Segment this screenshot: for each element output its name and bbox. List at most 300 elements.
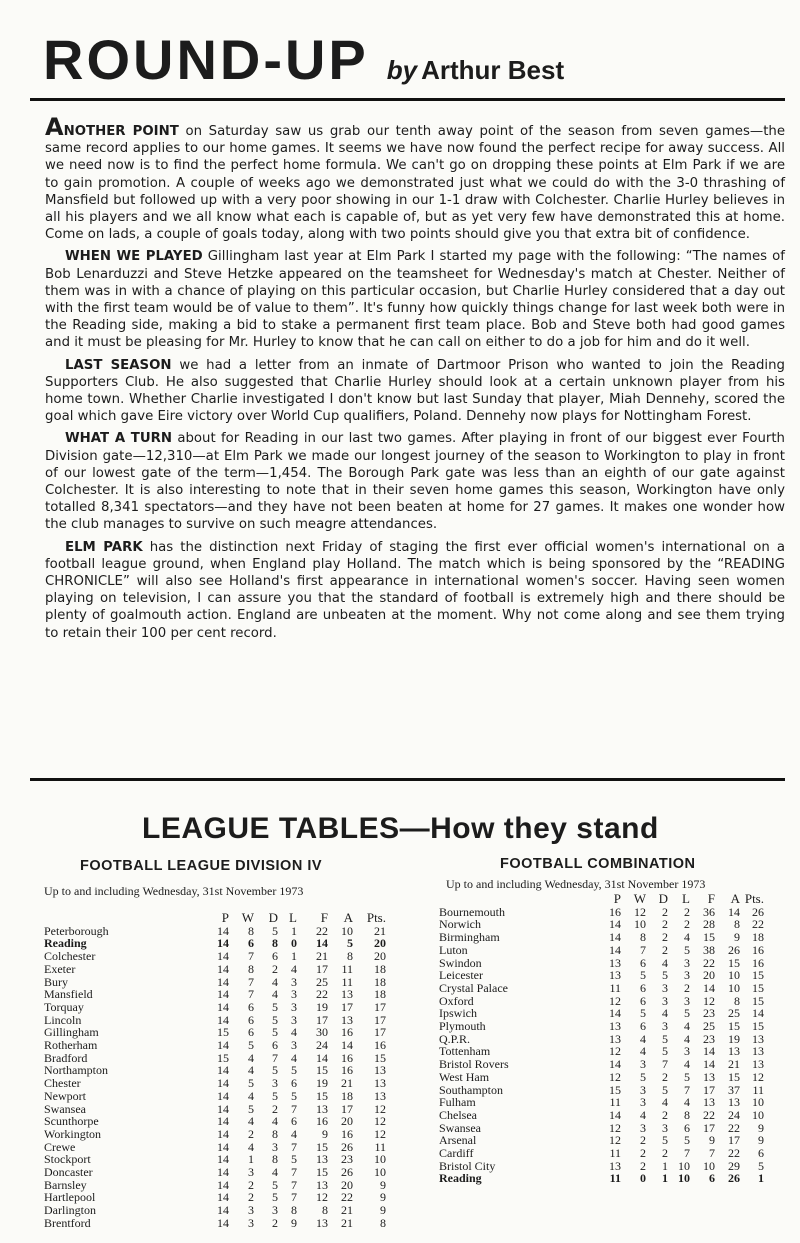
team-name-cell: Reading <box>439 1171 482 1186</box>
header-cell-team <box>44 912 209 925</box>
stat-cell: 15 <box>374 1050 386 1065</box>
stat-cell: 0 <box>291 936 297 951</box>
stat-cell: 12 <box>634 904 646 919</box>
stat-cell: 5 <box>662 1082 668 1097</box>
stat-cell: 4 <box>272 974 278 989</box>
stat-cell: 16 <box>609 904 621 919</box>
stat-cell: 20 <box>374 949 386 964</box>
stat-cell: 9 <box>291 1215 297 1230</box>
team-name-cell: Reading <box>44 936 87 951</box>
stat-cell: 1 <box>248 1152 254 1167</box>
stat-cell: 6 <box>640 1019 646 1034</box>
stat-cell: 13 <box>609 968 621 983</box>
stat-cell: 4 <box>291 1050 297 1065</box>
stat-cell: 4 <box>248 1063 254 1078</box>
team-name-cell: Bristol City <box>439 1158 496 1173</box>
team-name-cell: Oxford <box>439 993 474 1008</box>
stat-cell: 12 <box>316 1190 328 1205</box>
team-name-cell: Darlington <box>44 1203 96 1218</box>
stat-cell: 26 <box>341 1165 353 1180</box>
team-name-cell: Peterborough <box>44 923 109 938</box>
team-name-cell: Bournemouth <box>439 904 505 919</box>
stat-cell: 8 <box>248 923 254 938</box>
stat-cell: 3 <box>248 1165 254 1180</box>
stat-cell: 5 <box>248 1038 254 1053</box>
stat-cell: 3 <box>640 1095 646 1110</box>
stat-cell: 3 <box>272 1203 278 1218</box>
stat-cell: 12 <box>703 993 715 1008</box>
stat-cell: 5 <box>272 1012 278 1027</box>
table-row <box>439 1122 764 1135</box>
team-name-cell: Crystal Palace <box>439 980 508 995</box>
article-body <box>45 113 786 647</box>
table-header-row <box>44 912 386 925</box>
stat-cell: 22 <box>316 987 328 1002</box>
stat-cell: 5 <box>291 1063 297 1078</box>
stat-cell: 19 <box>728 1031 740 1046</box>
stat-cell: 30 <box>316 1025 328 1040</box>
stat-cell: 4 <box>272 987 278 1002</box>
stat-cell: 18 <box>374 974 386 989</box>
table-row <box>44 1077 386 1090</box>
stat-cell: 13 <box>341 987 353 1002</box>
stat-cell: 5 <box>662 968 668 983</box>
stat-cell: 11 <box>609 1146 621 1161</box>
stat-cell: 5 <box>272 923 278 938</box>
stat-cell: 20 <box>341 1177 353 1192</box>
table-row <box>439 1007 764 1020</box>
table-row <box>439 957 764 970</box>
stat-cell: 6 <box>248 1025 254 1040</box>
stat-cell: 1 <box>291 923 297 938</box>
stat-cell: 5 <box>640 968 646 983</box>
stat-cell: 14 <box>217 1190 229 1205</box>
stat-cell: 5 <box>662 1031 668 1046</box>
stat-cell: 5 <box>272 999 278 1014</box>
header-cell: L <box>289 910 297 925</box>
team-name-cell: Chester <box>44 1076 81 1091</box>
stat-cell: 7 <box>684 1146 690 1161</box>
team-name-cell: Stockport <box>44 1152 91 1167</box>
paragraph-text: about for Reading in our last two games. After playing in front of our biggest ever Fourth Division gate—12,310—at Elm Park we made our longest journey of the season to Workington to play in front of our lowest gate of the term—1,454. The Borough Park gate was less than an eighth of our gate against Colchester. It is also interesting to note that in their seven home games this season, Workington have only totalled 8,341 spectators—and they have not been beaten at home for 27 games. It makes one wonder how the club manages to survive on such meagre attendances. <box>45 431 785 533</box>
stat-cell: 6 <box>291 1076 297 1091</box>
table-row <box>44 937 386 950</box>
stat-cell: 8 <box>380 1215 386 1230</box>
stat-cell: 15 <box>752 980 764 995</box>
stat-cell: 13 <box>374 1076 386 1091</box>
table-header-row <box>439 893 764 906</box>
stat-cell: 1 <box>291 949 297 964</box>
stat-cell: 14 <box>316 1050 328 1065</box>
team-name-cell: Workington <box>44 1126 102 1141</box>
stat-cell: 2 <box>662 1069 668 1084</box>
stat-cell: 36 <box>703 904 715 919</box>
stat-cell: 22 <box>728 1146 740 1161</box>
stat-cell: 14 <box>217 961 229 976</box>
stat-cell: 3 <box>684 968 690 983</box>
stat-cell: 15 <box>609 1082 621 1097</box>
stat-cell: 6 <box>272 949 278 964</box>
stat-cell: 25 <box>728 1006 740 1021</box>
stat-cell: 22 <box>316 923 328 938</box>
stat-cell: 21 <box>374 923 386 938</box>
team-name-cell: Arsenal <box>439 1133 477 1148</box>
team-name-cell: Exeter <box>44 961 76 976</box>
stat-cell: 18 <box>752 930 764 945</box>
stat-cell: 25 <box>703 1019 715 1034</box>
paragraph-lead: WHEN WE PLAYED <box>65 249 203 265</box>
stat-cell: 16 <box>341 1126 353 1141</box>
stat-cell: 8 <box>272 1126 278 1141</box>
stat-cell: 2 <box>684 980 690 995</box>
stat-cell: 14 <box>217 1177 229 1192</box>
team-name-cell: Q.P.R. <box>439 1031 471 1046</box>
stat-cell: 16 <box>341 1025 353 1040</box>
stat-cell: 13 <box>752 1044 764 1059</box>
team-name-cell: Birmingham <box>439 930 500 945</box>
stat-cell: 10 <box>634 917 646 932</box>
stat-cell: 2 <box>640 1158 646 1173</box>
stat-cell: 25 <box>316 974 328 989</box>
stat-cell: 10 <box>752 1095 764 1110</box>
stat-cell: 5 <box>684 942 690 957</box>
stat-cell: 9 <box>380 1190 386 1205</box>
stat-cell: 14 <box>217 1038 229 1053</box>
stat-cell: 14 <box>728 904 740 919</box>
stat-cell: 18 <box>374 987 386 1002</box>
table-row <box>439 931 764 944</box>
stat-cell: 5 <box>662 1133 668 1148</box>
stat-cell: 1 <box>662 1171 668 1186</box>
stat-cell: 3 <box>684 993 690 1008</box>
team-name-cell: Scunthorpe <box>44 1114 99 1129</box>
team-name-cell: Swansea <box>439 1120 481 1135</box>
stat-cell: 13 <box>341 1012 353 1027</box>
stat-cell: 15 <box>752 968 764 983</box>
stat-cell: 7 <box>291 1190 297 1205</box>
stat-cell: 13 <box>703 1095 715 1110</box>
stat-cell: 4 <box>684 1057 690 1072</box>
stat-cell: 4 <box>684 1019 690 1034</box>
stat-cell: 8 <box>272 936 278 951</box>
team-name-cell: Luton <box>439 942 468 957</box>
stat-cell: 26 <box>752 904 764 919</box>
stat-cell: 10 <box>728 980 740 995</box>
team-name-cell: Hartlepool <box>44 1190 96 1205</box>
stat-cell: 1 <box>662 1158 668 1173</box>
stat-cell: 14 <box>609 1107 621 1122</box>
stat-cell: 14 <box>217 1114 229 1129</box>
stat-cell: 26 <box>728 1171 740 1186</box>
stat-cell: 7 <box>291 1165 297 1180</box>
stat-cell: 14 <box>752 1006 764 1021</box>
stat-cell: 7 <box>684 1082 690 1097</box>
stat-cell: 23 <box>341 1152 353 1167</box>
stat-cell: 2 <box>662 930 668 945</box>
stat-cell: 3 <box>640 1057 646 1072</box>
stat-cell: 7 <box>272 1050 278 1065</box>
stat-cell: 17 <box>341 1101 353 1116</box>
stat-cell: 4 <box>248 1114 254 1129</box>
stat-cell: 13 <box>316 1215 328 1230</box>
stat-cell: 13 <box>374 1088 386 1103</box>
stat-cell: 15 <box>752 993 764 1008</box>
paragraph-text: Gillingham last year at Elm Park I started my page with the following: “The names of Bob Lenarduzzi and Steve Hetzke appeared on the teamsheet for Wednesday's match at Chester. Neither of them was in with a chance of playing on this particular occasion, but Charlie Hurley considered that a day out with the first team would be of value to them”. It's funny how quickly things change for last week both were in the Reading side, making a bid to stake a permanent first team place. Bob and Steve both had good games and it must be pleasing for Mr. Hurley to know that he can call on either to do a job for him and do it well. <box>45 249 785 351</box>
stat-cell: 16 <box>316 1114 328 1129</box>
stat-cell: 5 <box>640 1069 646 1084</box>
table-row <box>439 1020 764 1033</box>
stat-cell: 5 <box>640 1006 646 1021</box>
stat-cell: 6 <box>272 1038 278 1053</box>
league-tables-title: LEAGUE TABLES—How they stand <box>142 812 659 845</box>
stat-cell: 11 <box>609 980 621 995</box>
table-row <box>44 963 386 976</box>
team-name-cell: Lincoln <box>44 1012 82 1027</box>
table-row <box>44 950 386 963</box>
stat-cell: 7 <box>709 1146 715 1161</box>
stat-cell: 13 <box>609 1158 621 1173</box>
stat-cell: 14 <box>217 1203 229 1218</box>
stat-cell: 8 <box>684 1107 690 1122</box>
table-row <box>439 1147 764 1160</box>
drop-cap: A <box>45 113 64 141</box>
team-name-cell: Torquay <box>44 999 84 1014</box>
stat-cell: 18 <box>374 961 386 976</box>
stat-cell: 13 <box>728 1095 740 1110</box>
team-name-cell: Gillingham <box>44 1025 99 1040</box>
stat-cell: 13 <box>316 1101 328 1116</box>
stat-cell: 7 <box>248 987 254 1002</box>
stat-cell: 5 <box>248 1076 254 1091</box>
stat-cell: 15 <box>728 1069 740 1084</box>
stat-cell: 4 <box>640 1031 646 1046</box>
stat-cell: 13 <box>703 1069 715 1084</box>
div4-table <box>44 912 386 1230</box>
stat-cell: 14 <box>316 936 328 951</box>
stat-cell: 4 <box>640 1044 646 1059</box>
stat-cell: 10 <box>678 1158 690 1173</box>
header-cell: Pts. <box>744 891 764 906</box>
stat-cell: 14 <box>217 1215 229 1230</box>
stat-cell: 3 <box>662 1019 668 1034</box>
stat-cell: 12 <box>609 1044 621 1059</box>
stat-cell: 20 <box>703 968 715 983</box>
team-name-cell: Bury <box>44 974 68 989</box>
stat-cell: 12 <box>374 1101 386 1116</box>
stat-cell: 23 <box>703 1006 715 1021</box>
team-name-cell: Brentford <box>44 1215 91 1230</box>
table-row <box>44 1128 386 1141</box>
stat-cell: 3 <box>272 1076 278 1091</box>
table-row <box>439 1160 764 1173</box>
stat-cell: 11 <box>341 974 353 989</box>
stat-cell: 16 <box>341 1063 353 1078</box>
stat-cell: 4 <box>291 961 297 976</box>
table-row <box>439 1134 764 1147</box>
stat-cell: 14 <box>609 1057 621 1072</box>
table-row <box>439 1109 764 1122</box>
table-row <box>44 1179 386 1192</box>
stat-cell: 15 <box>217 1025 229 1040</box>
stat-cell: 8 <box>734 917 740 932</box>
stat-cell: 16 <box>341 1050 353 1065</box>
stat-cell: 13 <box>609 1019 621 1034</box>
header-cell: F <box>707 891 715 906</box>
stat-cell: 7 <box>640 942 646 957</box>
stat-cell: 5 <box>291 1152 297 1167</box>
stat-cell: 17 <box>374 1025 386 1040</box>
stat-cell: 4 <box>291 1025 297 1040</box>
stat-cell: 15 <box>316 1139 328 1154</box>
stat-cell: 14 <box>609 942 621 957</box>
team-name-cell: West Ham <box>439 1069 490 1084</box>
stat-cell: 14 <box>217 1063 229 1078</box>
stat-cell: 9 <box>322 1126 328 1141</box>
table-row <box>439 944 764 957</box>
stat-cell: 14 <box>341 1038 353 1053</box>
stat-cell: 17 <box>374 1012 386 1027</box>
stat-cell: 6 <box>640 955 646 970</box>
stat-cell: 17 <box>316 1012 328 1027</box>
table-row <box>44 925 386 938</box>
stat-cell: 7 <box>248 974 254 989</box>
team-name-cell: Tottenham <box>439 1044 491 1059</box>
stat-cell: 9 <box>734 930 740 945</box>
stat-cell: 14 <box>217 1088 229 1103</box>
stat-cell: 17 <box>703 1082 715 1097</box>
stat-cell: 10 <box>678 1171 690 1186</box>
stat-cell: 2 <box>662 904 668 919</box>
combination-date: Up to and including Wednesday, 31st November 1973 <box>446 877 706 891</box>
stat-cell: 12 <box>609 1120 621 1135</box>
paragraph-lead: LAST SEASON <box>65 357 172 373</box>
stat-cell: 14 <box>703 1057 715 1072</box>
stat-cell: 6 <box>758 1146 764 1161</box>
stat-cell: 11 <box>752 1082 764 1097</box>
table-row <box>44 976 386 989</box>
stat-cell: 6 <box>640 993 646 1008</box>
paragraph <box>45 248 785 351</box>
stat-cell: 22 <box>703 955 715 970</box>
stat-cell: 6 <box>248 936 254 951</box>
stat-cell: 13 <box>752 1057 764 1072</box>
stat-cell: 4 <box>291 1126 297 1141</box>
stat-cell: 14 <box>217 1152 229 1167</box>
table-row <box>439 1096 764 1109</box>
table-body <box>439 906 764 1185</box>
stat-cell: 15 <box>752 1019 764 1034</box>
header-rule <box>30 98 785 101</box>
stat-cell: 8 <box>734 993 740 1008</box>
stat-cell: 15 <box>316 1063 328 1078</box>
stat-cell: 3 <box>662 980 668 995</box>
stat-cell: 7 <box>291 1139 297 1154</box>
stat-cell: 9 <box>758 1133 764 1148</box>
div4-date: Up to and including Wednesday, 31st November 1973 <box>44 884 304 898</box>
team-name-cell: Northampton <box>44 1063 108 1078</box>
stat-cell: 2 <box>662 1146 668 1161</box>
stat-cell: 19 <box>316 1076 328 1091</box>
stat-cell: 26 <box>341 1139 353 1154</box>
stat-cell: 6 <box>291 1114 297 1129</box>
stat-cell: 5 <box>272 1088 278 1103</box>
stat-cell: 4 <box>248 1139 254 1154</box>
table-row <box>439 906 764 919</box>
stat-cell: 3 <box>684 1044 690 1059</box>
stat-cell: 12 <box>609 1069 621 1084</box>
team-name-cell: Colchester <box>44 949 96 964</box>
stat-cell: 29 <box>728 1158 740 1173</box>
stat-cell: 16 <box>374 1038 386 1053</box>
header-cell: W <box>241 910 254 925</box>
stat-cell: 3 <box>291 1038 297 1053</box>
table-row <box>44 1064 386 1077</box>
stat-cell: 14 <box>217 1012 229 1027</box>
stat-cell: 2 <box>248 1177 254 1192</box>
stat-cell: 14 <box>217 1139 229 1154</box>
stat-cell: 17 <box>341 999 353 1014</box>
stat-cell: 2 <box>684 904 690 919</box>
combination-title: FOOTBALL COMBINATION <box>500 856 696 872</box>
stat-cell: 13 <box>609 955 621 970</box>
stat-cell: 8 <box>640 930 646 945</box>
stat-cell: 14 <box>609 1006 621 1021</box>
team-name-cell: Leicester <box>439 968 483 983</box>
stat-cell: 5 <box>347 936 353 951</box>
stat-cell: 8 <box>291 1203 297 1218</box>
team-name-cell: Plymouth <box>439 1019 486 1034</box>
stat-cell: 2 <box>662 917 668 932</box>
header-cell: A <box>343 910 353 925</box>
stat-cell: 14 <box>703 980 715 995</box>
stat-cell: 3 <box>291 974 297 989</box>
team-name-cell: Doncaster <box>44 1165 93 1180</box>
table-row <box>439 995 764 1008</box>
team-name-cell: Barnsley <box>44 1177 87 1192</box>
stat-cell: 5 <box>684 1069 690 1084</box>
stat-cell: 17 <box>703 1120 715 1135</box>
stat-cell: 3 <box>291 987 297 1002</box>
stat-cell: 12 <box>609 993 621 1008</box>
table-body <box>44 925 386 1230</box>
team-name-cell: Crewe <box>44 1139 76 1154</box>
stat-cell: 5 <box>272 1025 278 1040</box>
stat-cell: 10 <box>374 1165 386 1180</box>
stat-cell: 2 <box>640 1133 646 1148</box>
table-row <box>44 1141 386 1154</box>
stat-cell: 5 <box>684 1133 690 1148</box>
team-name-cell: Swindon <box>439 955 482 970</box>
stat-cell: 3 <box>640 1120 646 1135</box>
stat-cell: 4 <box>684 930 690 945</box>
paragraph-text: has the distinction next Friday of staging the first ever official women's international on a football league ground, when England play Holland. The match which is being sponsored by the “READING CHRONICLE” will also see Holland's first appearance in international women's soccer. Having seen women playing on television, I can assure you that the standard of football is extremely high and there should be plenty of goalmouth action. England are unbeaten at the moment. Why not come along and see them trying to retain their 100 per cent record. <box>45 539 785 641</box>
stat-cell: 16 <box>752 942 764 957</box>
paragraph <box>45 539 785 642</box>
stat-cell: 10 <box>374 1152 386 1167</box>
stat-cell: 2 <box>662 942 668 957</box>
stat-cell: 4 <box>684 1031 690 1046</box>
stat-cell: 20 <box>374 936 386 951</box>
stat-cell: 9 <box>709 1133 715 1148</box>
header-cell: Pts. <box>366 910 386 925</box>
stat-cell: 4 <box>272 1165 278 1180</box>
stat-cell: 14 <box>217 923 229 938</box>
header-cell-team <box>439 893 600 906</box>
stat-cell: 11 <box>374 1139 386 1154</box>
stat-cell: 13 <box>374 1063 386 1078</box>
stat-cell: 5 <box>272 1177 278 1192</box>
stat-cell: 3 <box>248 1215 254 1230</box>
